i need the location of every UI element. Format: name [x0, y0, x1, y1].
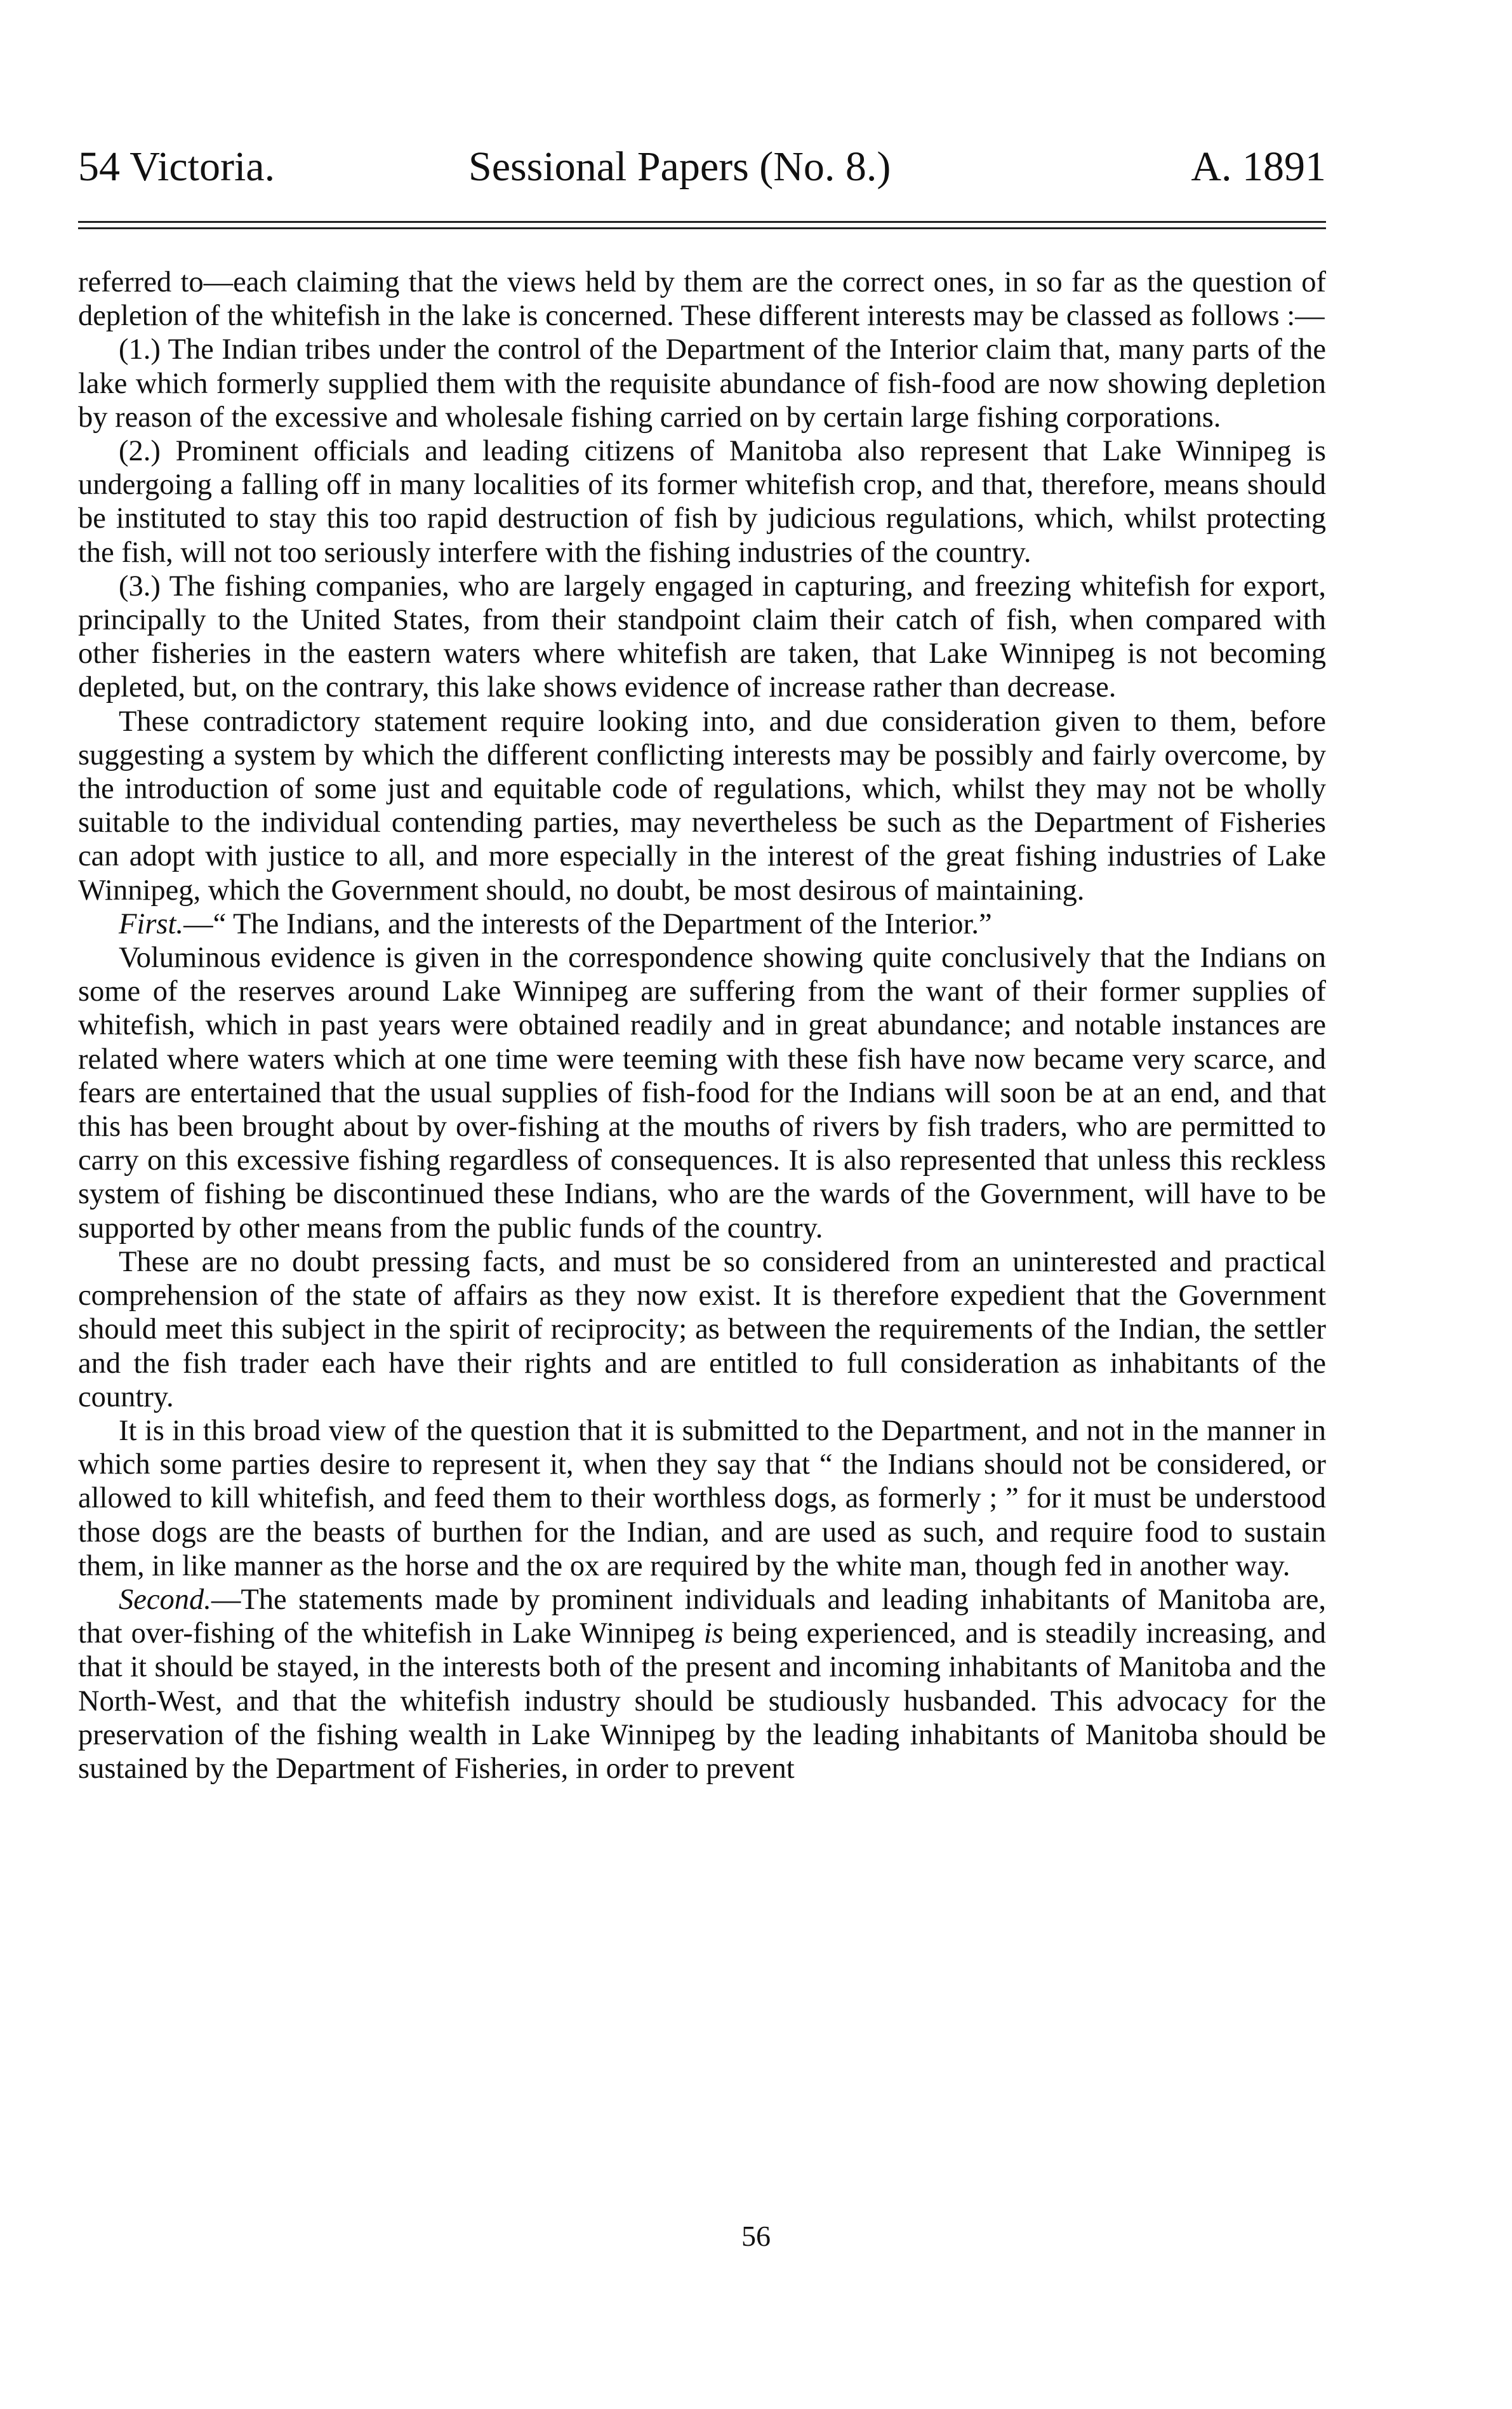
- paragraph-contradictory: These contradictory statement require looking into, and due consideration given to them, before suggesting a system by which the different conflicting interests may be possibly and fairly overcome, by the introduction of some just and equitable code of regulations, which, whilst they may not be wholly suitable to the individual contending parties, may nevertheless be such as the Department of Fisheries can adopt with justice to all, and more especially in the interest of the great fishing industries of Lake Winnipeg, which the Government should, no doubt, be most desirous of maintaining.: [78, 705, 1326, 907]
- paragraph-second: [78, 1583, 1326, 1785]
- page-number: 56: [741, 2220, 771, 2252]
- header-rule-bottom: [78, 227, 1326, 229]
- body-text: [78, 265, 1326, 1785]
- paragraph-first-heading: [78, 907, 1326, 941]
- header-title: Sessional Papers (No. 8.): [468, 143, 891, 190]
- paragraph-claim-3: (3.) The fishing companies, who are largely engaged in capturing, and freezing whitefish for export, principally to the United States, from their standpoint claim their catch of fish, when compared with other fisheries in the eastern waters where whitefish are taken, that Lake Winnipeg is not becoming depleted, but, on the contrary, this lake shows evidence of increase rather than decrease.: [78, 570, 1326, 704]
- header-year: A. 1891: [1191, 143, 1326, 190]
- paragraph-pressing-facts: These are no doubt pressing facts, and must be so considered from an uninterested and practical comprehension of the state of affairs as they now exist. It is therefore expedient that the Government should meet this subject in the spirit of reciprocity; as between the requirements of the Indian, the settler and the fish trader each have their rights and are entitled to full consideration as inhabitants of the country.: [78, 1245, 1326, 1413]
- paragraph-claim-1: (1.) The Indian tribes under the control of the Department of the Interior claim that, many parts of the lake which formerly supplied them with the requisite abundance of fish-food are now showing depletion by reason of the excessive and wholesale fishing carried on by certain large fishing corporations.: [78, 333, 1326, 434]
- first-label: First.: [119, 907, 184, 940]
- second-emphasis: is: [703, 1617, 724, 1650]
- first-text: —“ The Indians, and the interests of the Department of the Interior.”: [183, 907, 992, 940]
- second-label: Second.: [119, 1583, 211, 1616]
- running-head: [78, 138, 1326, 196]
- header-rule-top: [78, 221, 1326, 223]
- paragraph-broad-view: It is in this broad view of the question that it is submitted to the Department, and not in the manner in which some parties desire to represent it, when they say that “ the Indians should not be considered, or allowed to kill whitefish, and feed them to their worthless dogs, as formerly ; ” for it must be understood those dogs are the beasts of burthen for the Indian, and are used as such, and require food to sustain them, in like manner as the horse and the ox are required by the white man, though fed in another way.: [78, 1414, 1326, 1582]
- paragraph-evidence: Voluminous evidence is given in the correspondence showing quite conclusively that the Indians on some of the reserves around Lake Winnipeg are suffering from the want of their former supplies of whitefish, which in past years were obtained readily and in great abundance; and notable instances are related where waters which at one time were teeming with these fish have now became very scarce, and fears are entertained that the usual supplies of fish-food for the Indians will soon be at an end, and that this has been brought about by over-fishing at the mouths of rivers by fish traders, who are permitted to carry on this excessive fishing regardless of consequences. It is also represented that unless this reckless system of fishing be discontinued these Indians, who are the wards of the Government, will have to be supported by other means from the public funds of the country.: [78, 942, 1326, 1245]
- second-text-a: —The statements made by prominent individuals and leading inhabitants of Manitoba are, that over-fishing of the whitefish in Lake Winnipeg: [78, 1583, 1326, 1650]
- paragraph-continuation: referred to—each claiming that the views held by them are the correct ones, in so far as the question of depletion of the whitefish in the lake is concerned. These different interests may be classed as follows :—: [78, 266, 1326, 333]
- second-text-b: being experienced, and is steadily increasing, and that it should be stayed, in the interests both of the present and incoming inhabitants of Manitoba and the North-West, and that the whitefish industry should be studiously husbanded. This advocacy for the preservation of the fishing wealth in Lake Winnipeg by the leading inhabitants of Manitoba should be sustained by the Department of Fisheries, in order to prevent: [78, 1617, 1326, 1785]
- header-session: 54 Victoria.: [78, 143, 275, 190]
- paragraph-claim-2: (2.) Prominent officials and leading citizens of Manitoba also represent that Lake Winnipeg is undergoing a falling off in many localities of its former whitefish crop, and that, therefore, means should be instituted to stay this too rapid destruction of fish by judicious regulations, which, whilst protecting the fish, will not too seriously interfere with the fishing industries of the country.: [78, 435, 1326, 569]
